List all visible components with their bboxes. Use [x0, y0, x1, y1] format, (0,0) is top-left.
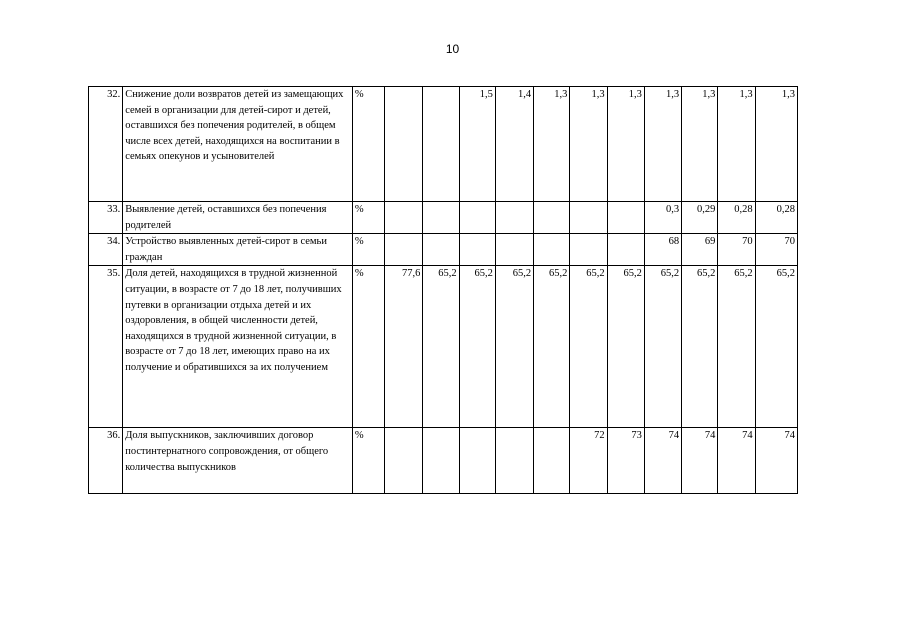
- value-cell: 72: [570, 428, 607, 494]
- value-cell: [423, 234, 459, 266]
- value-cell: 65,2: [570, 266, 607, 428]
- row-number: 34.: [89, 234, 123, 266]
- value-cell: 0,29: [682, 202, 718, 234]
- value-cell: 1,3: [718, 87, 755, 202]
- table-row: [89, 87, 798, 202]
- indicator-name: Выявление детей, оставшихся без попечения родителей: [123, 202, 353, 234]
- value-cell: 1,3: [644, 87, 681, 202]
- value-cell: 65,2: [495, 266, 533, 428]
- value-cell: [534, 202, 570, 234]
- value-cell: [423, 428, 459, 494]
- indicator-name: Доля детей, находящихся в трудной жизненной ситуации, в возрасте от 7 до 18 лет, получивших путевки в организации отдыха детей и их оздоровления, в общей численности детей, находящихся в трудной жизненной ситуации, в возрасте от 7 до 18 лет, имеющих право на их получение и обратившихся за их получением: [123, 266, 353, 428]
- value-cell: 65,2: [607, 266, 644, 428]
- value-cell: [495, 234, 533, 266]
- indicators-table: [88, 86, 798, 494]
- indicator-name: Доля выпускников, заключивших договор постинтернатного сопровождения, от общего количества выпускников: [123, 428, 353, 494]
- value-cell: [459, 234, 495, 266]
- value-cell: 1,4: [495, 87, 533, 202]
- value-cell: [459, 428, 495, 494]
- unit-cell: %: [352, 202, 384, 234]
- value-cell: 1,5: [459, 87, 495, 202]
- value-cell: 68: [644, 234, 681, 266]
- value-cell: [385, 428, 423, 494]
- value-cell: [459, 202, 495, 234]
- row-number: 35.: [89, 266, 123, 428]
- value-cell: 74: [682, 428, 718, 494]
- page-number: 10: [445, 42, 460, 56]
- value-cell: 1,3: [755, 87, 797, 202]
- value-cell: 70: [755, 234, 797, 266]
- value-cell: [385, 202, 423, 234]
- table-row: [89, 428, 798, 494]
- value-cell: 73: [607, 428, 644, 494]
- value-cell: 1,3: [682, 87, 718, 202]
- table-row: [89, 234, 798, 266]
- value-cell: 1,3: [534, 87, 570, 202]
- value-cell: [385, 234, 423, 266]
- value-cell: [495, 202, 533, 234]
- value-cell: 74: [718, 428, 755, 494]
- value-cell: 0,3: [644, 202, 681, 234]
- unit-cell: %: [352, 87, 384, 202]
- unit-cell: %: [352, 428, 384, 494]
- value-cell: 65,2: [755, 266, 797, 428]
- value-cell: [607, 234, 644, 266]
- value-cell: 69: [682, 234, 718, 266]
- value-cell: 65,2: [534, 266, 570, 428]
- value-cell: [534, 428, 570, 494]
- value-cell: 1,3: [570, 87, 607, 202]
- unit-cell: %: [352, 266, 384, 428]
- indicator-name: Снижение доли возвратов детей из замещающих семей в организации для детей-сирот и детей, оставшихся без попечения родителей, в общем числе всех детей, находящихся на воспитании в семьях опекунов и усыновителей: [123, 87, 353, 202]
- row-number: 36.: [89, 428, 123, 494]
- value-cell: 65,2: [459, 266, 495, 428]
- table-row: [89, 266, 798, 428]
- value-cell: [570, 234, 607, 266]
- value-cell: [495, 428, 533, 494]
- value-cell: [385, 87, 423, 202]
- row-number: 33.: [89, 202, 123, 234]
- value-cell: 1,3: [607, 87, 644, 202]
- value-cell: 74: [644, 428, 681, 494]
- indicator-name: Устройство выявленных детей-сирот в семьи граждан: [123, 234, 353, 266]
- value-cell: 65,2: [423, 266, 459, 428]
- value-cell: 65,2: [682, 266, 718, 428]
- value-cell: 70: [718, 234, 755, 266]
- value-cell: 77,6: [385, 266, 423, 428]
- value-cell: 0,28: [718, 202, 755, 234]
- value-cell: [607, 202, 644, 234]
- value-cell: 74: [755, 428, 797, 494]
- value-cell: [570, 202, 607, 234]
- value-cell: 65,2: [718, 266, 755, 428]
- row-number: 32.: [89, 87, 123, 202]
- value-cell: [534, 234, 570, 266]
- value-cell: 65,2: [644, 266, 681, 428]
- value-cell: 0,28: [755, 202, 797, 234]
- unit-cell: %: [352, 234, 384, 266]
- value-cell: [423, 87, 459, 202]
- value-cell: [423, 202, 459, 234]
- table-row: [89, 202, 798, 234]
